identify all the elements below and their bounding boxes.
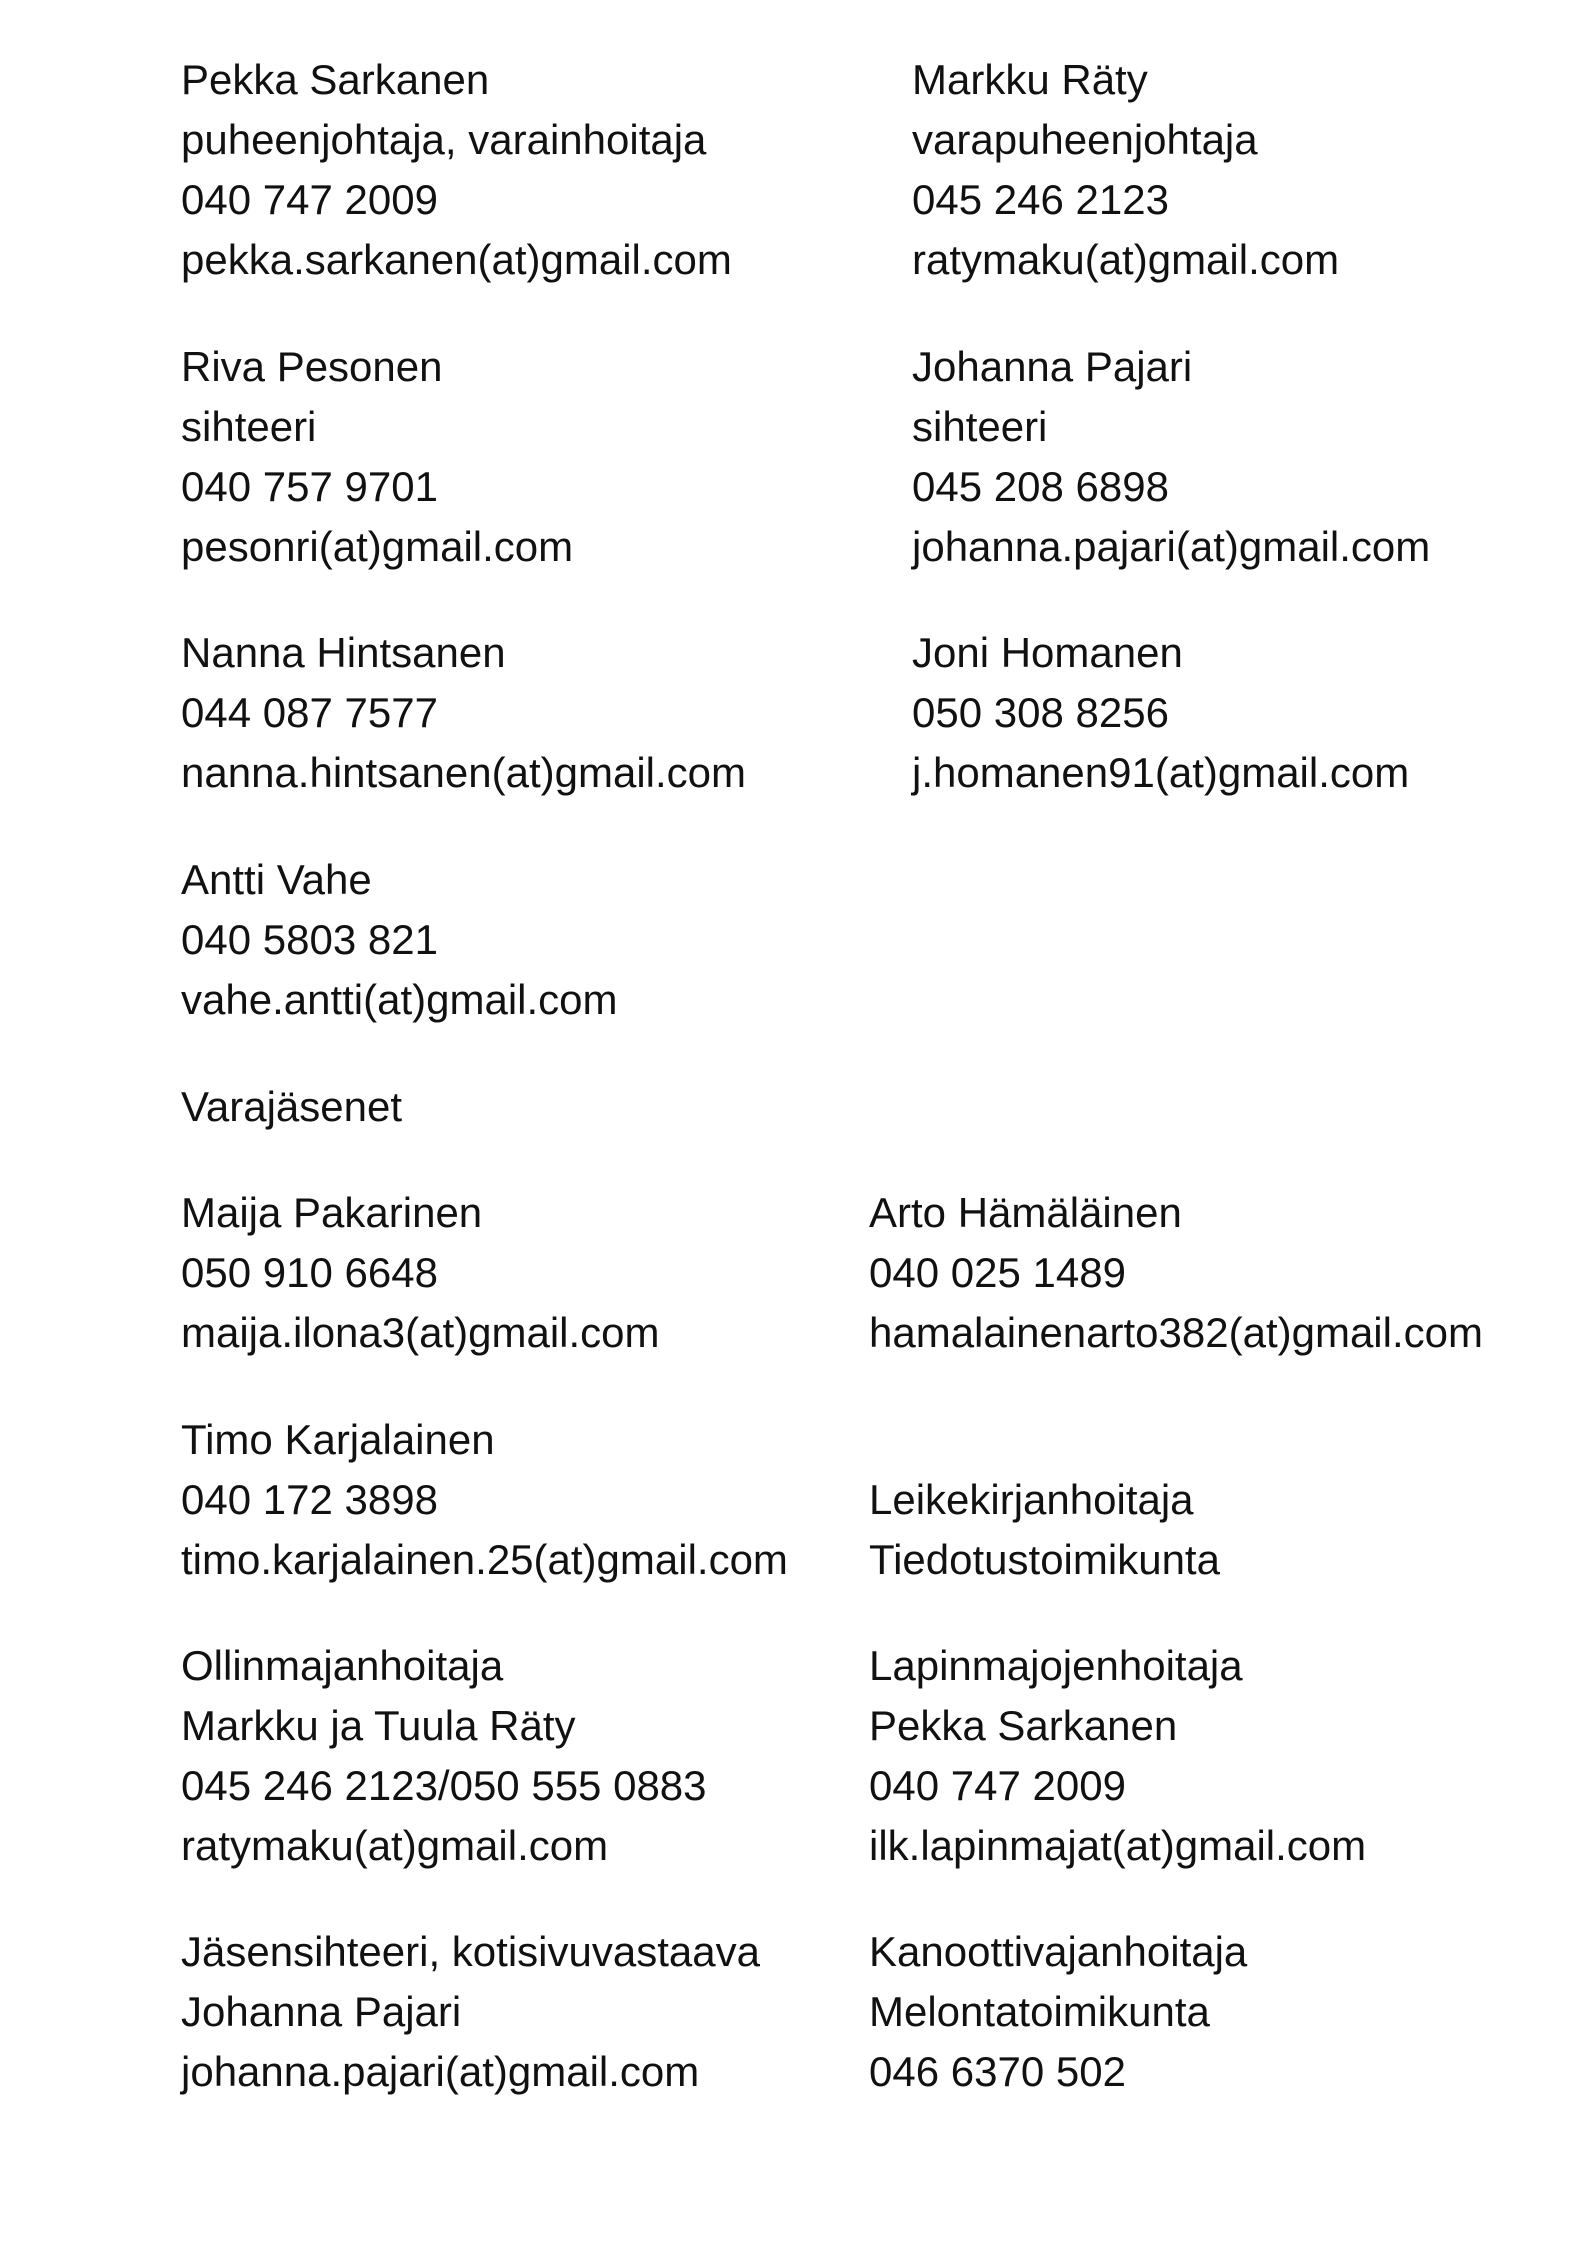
role-card-lapinmajojenhoitaja <box>869 1636 1366 1876</box>
role-title: Jäsensihteeri, kotisivuvastaava <box>181 1928 760 1975</box>
role-card-ollinmajanhoitaja <box>181 1636 707 1876</box>
contact-name: Antti Vahe <box>181 856 372 903</box>
contact-phone: 040 747 2009 <box>181 176 438 223</box>
contact-email: ratymaku(at)gmail.com <box>181 1822 609 1869</box>
contact-card-timo-karjalainen <box>181 1410 788 1590</box>
contact-email: vahe.antti(at)gmail.com <box>181 976 618 1023</box>
role-title: Kanoottivajanhoitaja <box>869 1928 1248 1975</box>
role-card-kanoottivajanhoitaja <box>869 1922 1247 2102</box>
contact-name: Joni Homanen <box>912 629 1183 676</box>
contact-name: Nanna Hintsanen <box>181 629 506 676</box>
contact-phone: 045 246 2123/050 555 0883 <box>181 1762 707 1809</box>
contact-name: Riva Pesonen <box>181 343 443 390</box>
role-title: Lapinmajojenhoitaja <box>869 1642 1243 1689</box>
contact-name: Pekka Sarkanen <box>181 56 490 103</box>
contact-email: ratymaku(at)gmail.com <box>912 236 1340 283</box>
contact-card-pekka-sarkanen <box>181 50 732 290</box>
contact-phone: 050 910 6648 <box>181 1249 438 1296</box>
contact-name: Timo Karjalainen <box>181 1416 495 1463</box>
contact-email: johanna.pajari(at)gmail.com <box>181 2048 700 2095</box>
contact-card-maija-pakarinen <box>181 1183 660 1363</box>
role-holder: Markku ja Tuula Räty <box>181 1702 576 1749</box>
contact-role: puheenjohtaja, varainhoitaja <box>181 116 707 163</box>
contact-phone: 040 757 9701 <box>181 463 438 510</box>
contact-role: sihteeri <box>912 403 1048 450</box>
contact-card-joni-homanen <box>912 623 1409 803</box>
deputies-heading <box>181 1077 402 1137</box>
contact-email: pekka.sarkanen(at)gmail.com <box>181 236 732 283</box>
contact-role: varapuheenjohtaja <box>912 116 1258 163</box>
contact-email: pesonri(at)gmail.com <box>181 523 574 570</box>
contact-phone: 050 308 8256 <box>912 689 1169 736</box>
contact-card-johanna-pajari <box>912 337 1430 577</box>
contact-email: j.homanen91(at)gmail.com <box>912 749 1410 796</box>
contact-card-arto-hamalainen <box>869 1183 1483 1363</box>
contact-name: Johanna Pajari <box>912 343 1193 390</box>
contact-email: timo.karjalainen.25(at)gmail.com <box>181 1536 788 1583</box>
contact-phone: 040 025 1489 <box>869 1249 1126 1296</box>
role-holder: Johanna Pajari <box>181 1988 462 2035</box>
contact-phone: 040 5803 821 <box>181 916 438 963</box>
contact-card-markku-raty <box>912 50 1339 290</box>
contact-phone: 044 087 7577 <box>181 689 438 736</box>
contact-email: maija.ilona3(at)gmail.com <box>181 1309 660 1356</box>
contact-card-riva-pesonen <box>181 337 573 577</box>
role-title: Leikekirjanhoitaja <box>869 1476 1194 1523</box>
contact-email: ilk.lapinmajat(at)gmail.com <box>869 1822 1367 1869</box>
role-title: Ollinmajanhoitaja <box>181 1642 504 1689</box>
contact-card-antti-vahe <box>181 850 618 1030</box>
contact-email: johanna.pajari(at)gmail.com <box>912 523 1431 570</box>
contact-name: Arto Hämäläinen <box>869 1189 1182 1236</box>
role-holder: Pekka Sarkanen <box>869 1702 1178 1749</box>
contact-name: Markku Räty <box>912 56 1148 103</box>
contact-email: hamalainenarto382(at)gmail.com <box>869 1309 1483 1356</box>
contact-role: sihteeri <box>181 403 317 450</box>
role-holder: Tiedotustoimikunta <box>869 1536 1220 1583</box>
contact-phone: 046 6370 502 <box>869 2048 1126 2095</box>
contact-phone: 040 747 2009 <box>869 1762 1126 1809</box>
contact-email: nanna.hintsanen(at)gmail.com <box>181 749 746 796</box>
section-heading: Varajäsenet <box>181 1083 403 1130</box>
contact-name: Maija Pakarinen <box>181 1189 483 1236</box>
role-card-jasensihteeri <box>181 1922 760 2102</box>
contact-card-nanna-hintsanen <box>181 623 746 803</box>
contact-phone: 045 246 2123 <box>912 176 1169 223</box>
role-holder: Melontatoimikunta <box>869 1988 1210 2035</box>
contact-phone: 040 172 3898 <box>181 1476 438 1523</box>
contact-phone: 045 208 6898 <box>912 463 1169 510</box>
role-card-leikekirjanhoitaja <box>869 1470 1220 1590</box>
